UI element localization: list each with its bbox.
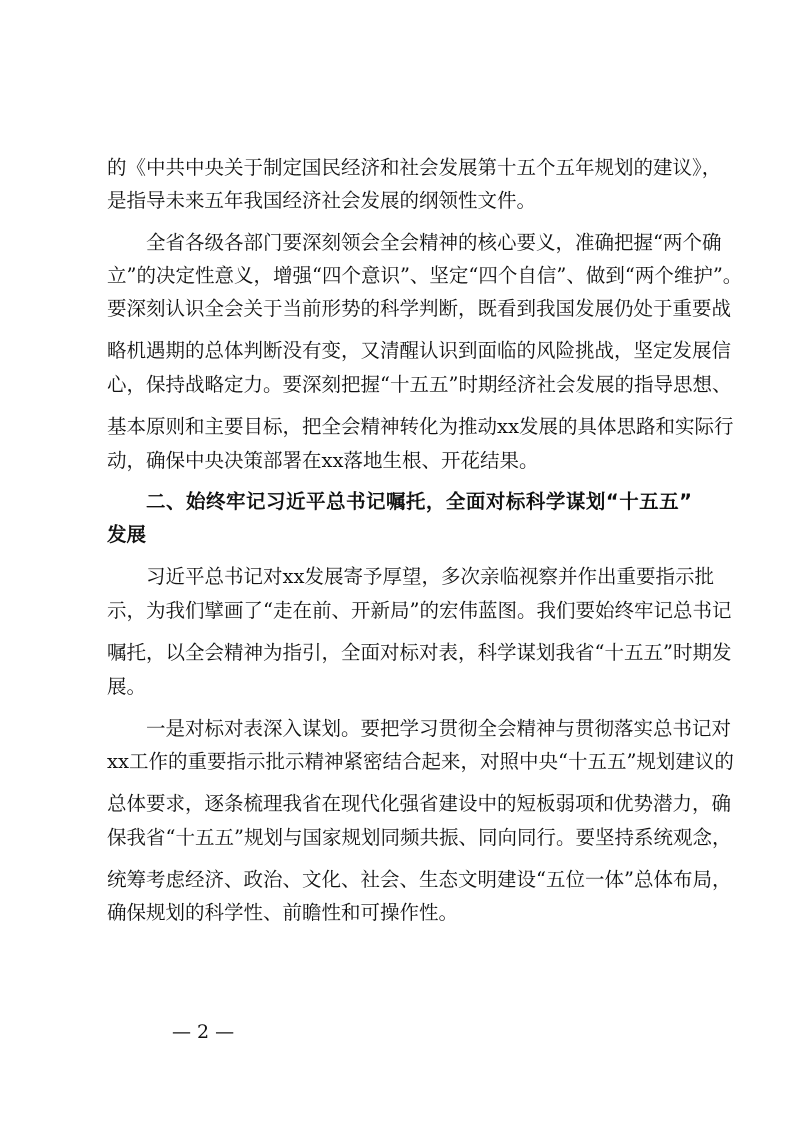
section-heading: 发展 <box>107 523 147 546</box>
text-line: 统筹考虑经济、政治、文化、社会、生态文明建设“五位一体”总体布局， <box>107 868 732 891</box>
page-number: — 2 — <box>172 1021 235 1043</box>
text-line: 心，保持战略定力。要深刻把握“十五五”时期经济社会发展的指导思想、 <box>107 373 732 396</box>
text-line: 基本原则和主要目标，把全会精神转化为推动xx发展的具体思路和实际行 <box>107 415 734 438</box>
text-line: 一是对标对表深入谋划。要把学习贯彻全会精神与贯彻落实总书记对 <box>146 717 732 740</box>
text-line: 是指导未来五年我国经济社会发展的纲领性文件。 <box>107 189 537 212</box>
text-line: 保我省“十五五”规划与国家规划同频共振、同向同行。要坚持系统观念， <box>107 826 732 849</box>
text-line: 的《中共中央关于制定国民经济和社会发展第十五个五年规划的建议》， <box>107 156 722 179</box>
text-line: 立”的决定性意义，增强“四个意识”、坚定“四个自信”、做到“两个维护”。 <box>107 264 743 287</box>
text-line: 要深刻认识全会关于当前形势的科学判断，既看到我国发展仍处于重要战 <box>107 297 732 320</box>
text-line: xx工作的重要指示批示精神紧密结合起来，对照中央“十五五”规划建议的 <box>107 750 734 773</box>
text-line: 示，为我们擘画了“走在前、开新局”的宏伟蓝图。我们要始终牢记总书记 <box>107 599 732 622</box>
text-line: 略机遇期的总体判断没有变，又清醒认识到面临的风险挑战，坚定发展信 <box>107 339 732 362</box>
text-line: 习近平总书记对xx发展寄予厚望，多次亲临视察并作出重要指示批 <box>146 565 714 588</box>
text-line: 动，确保中央决策部署在xx落地生根、开花结果。 <box>107 449 539 472</box>
text-line: 确保规划的科学性、前瞻性和可操作性。 <box>107 901 459 924</box>
text-line: 展。 <box>107 675 147 698</box>
section-heading: 二、始终牢记习近平总书记嘱托，全面对标科学谋划“十五五” <box>146 490 692 513</box>
text-line: 嘱托，以全会精神为指引，全面对标对表，科学谋划我省“十五五”时期发 <box>107 641 732 664</box>
text-line: 全省各级各部门要深刻领会全会精神的核心要义，准确把握“两个确 <box>146 231 722 254</box>
text-line: 总体要求，逐条梳理我省在现代化强省建设中的短板弱项和优势潜力，确 <box>107 792 732 815</box>
